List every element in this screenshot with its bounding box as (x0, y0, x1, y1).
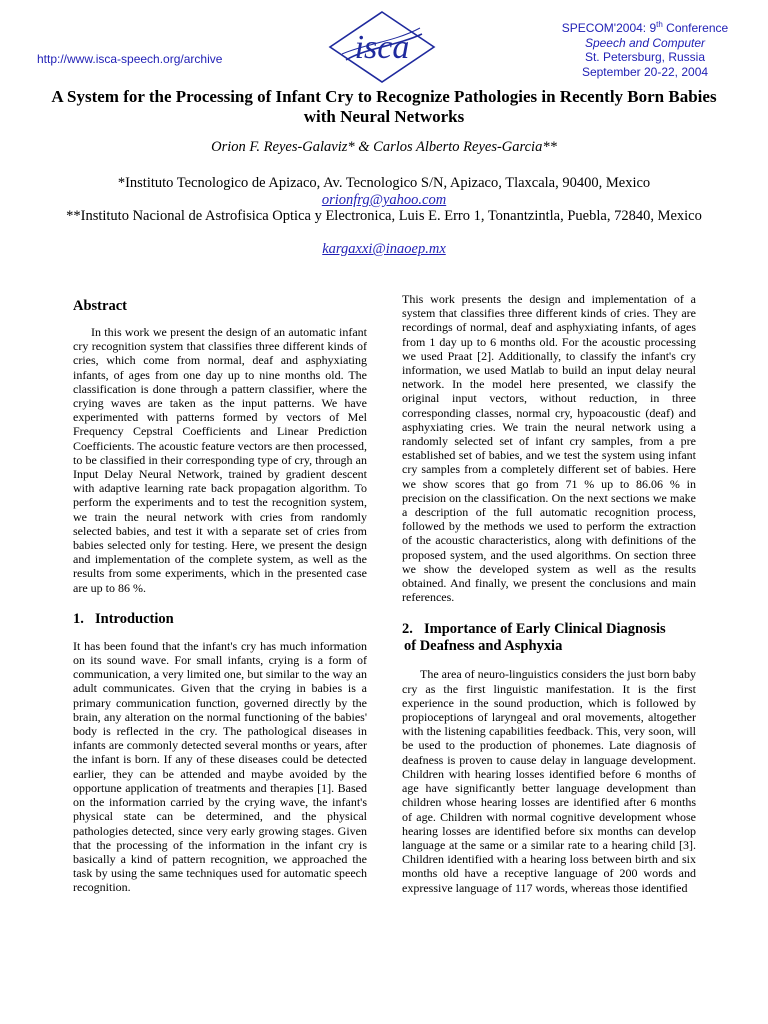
section-number: 1. (73, 610, 84, 627)
introduction-continued-text: This work presents the design and implementation of a system that classifies three different kinds of cries. They are recordings of normal, deaf and asphyxiating infants, of ages from 1 day up to 6 months old. For the acoustic processing we used Praat [2]. Additionally, to classify the infant's cry information, we used Matlab to build an input delay neural network. In the model here presented, we classify the original input vectors, without reduction, in three corresponding classes, normal cry, hypoacoustic (deaf) and asphyxiating cries. We train the neural network using a randomly selected set of infant cry samples, from a pre established set of babies, and we test the system using infant cry samples from a completely different set of babies. Here we show scores that go from 71 % up to 86.06 % in precision on the classification. On the next sections we make a description of the full automatic recognition process, followed by the methods we used to perform the extraction of the acoustic characteristics, along with definitions of the proposed system, and the used algorithms. On section three we show the developed system as well as the results obtained. And finally, we present the conclusions and main references. (402, 292, 696, 605)
section-title-line-1: Importance of Early Clinical Diagnosis (424, 621, 666, 638)
section-2-text: The area of neuro-linguistics considers the just born baby cry as the first linguistic manifestation. It is the first experience in the sound production, which is followed by propioceptions of laryngeal and oral movements, altogether with the listening capabilities feedback. This, very soon, will be used to the production of phonemes. Late diagnosis of deafness is proven to cause delay in language development. Children with hearing losses identified before 6 months of age have significantly better language development than children whose hearing losses are identified after 6 months of age. Children with normal cognitive development whose hearing losses are identified before six months can develop language at the same or a similar rate to a hearing child [3]. Children identified with a hearing loss between birth and six months old have a receptive language of 200 words and expressive language of 117 words, whereas those identified (402, 667, 696, 895)
introduction-heading (73, 611, 367, 628)
section-2-heading (402, 621, 696, 655)
section-title: Introduction (95, 610, 174, 627)
email-2-row (40, 241, 728, 258)
affiliation-2: **Instituto Nacional de Astrofisica Optica y Electronica, Luis E. Erro 1, Tonantzintla, Puebla, 72840, Mexico (66, 208, 702, 224)
conference-info (560, 18, 730, 79)
conference-location: St. Petersburg, Russia (584, 50, 706, 65)
email-link-1[interactable]: orionfrg@yahoo.com (321, 192, 447, 208)
conference-dates: September 20-22, 2004 (581, 64, 709, 79)
email-1-row (40, 192, 728, 209)
affiliation-1: *Instituto Tecnologico de Apizaco, Av. Tecnologico S/N, Apizaco, Tlaxcala, 90400, Mexico (117, 175, 651, 191)
abstract-heading: Abstract (73, 298, 127, 314)
logo-text: isca (354, 29, 410, 66)
email-link-2[interactable]: kargaxxi@inaoep.mx (322, 241, 446, 257)
section-number: 2. (402, 621, 413, 638)
archive-link[interactable]: http://www.isca-speech.org/archive (37, 52, 223, 66)
left-column (73, 298, 367, 895)
right-column (402, 292, 696, 895)
conference-subtitle: Speech and Computer (584, 35, 706, 50)
introduction-text: It has been found that the infant's cry has much information on its sound wave. For small infants, crying is a form of communication, a very limited one, but similar to the way an adult communicates. Given that the crying in babies is a primary communication function, governed directly by the brain, any alteration on the normal functioning of the babies' body is reflected in the cry. The pathological diseases in infants are commonly detected several months or years, after the infant is born. If any of these diseases could be detected earlier, they can be attended and maybe avoided by the opportune application of treatments and therapies [1]. Based on the information carried by the crying wave, the infant's physical state can be determined, and the physical pathologies detected, since very early growing stages. Given that the processing of the information in the infant cry is basically a kind of pattern recognition, we approached the task by using the same techniques used for automatic speech recognition. (73, 638, 367, 895)
section-title-line-2: of Deafness and Asphyxia (404, 638, 563, 655)
paper-authors: Orion F. Reyes-Galaviz* & Carlos Alberto Reyes-Garcia** (211, 139, 557, 155)
paper-title: A System for the Processing of Infant Cry to Recognize Pathologies in Recently Born Babies with Neural Networks (51, 87, 717, 126)
isca-logo (326, 8, 438, 86)
conference-name: SPECOM'2004: 9th Conference (561, 20, 729, 35)
abstract-text: In this work we present the design of an automatic infant cry recognition system that classifies three different kinds of cries, which come from normal, deaf and asphyxiating infants, of ages from one day up to nine months old. The classification is done through a pattern classifier, where the crying waves are taken as the input patterns. We have experimented with patterns formed by vectors of Mel Frequency Cepstral Coefficients and Linear Prediction Coefficients. The acoustic feature vectors are then processed, to be classified in their corresponding type of cry, through an Input Delay Neural Network, trained by gradient descent with adaptive learning rate back propagation algorithm. To perform the experiments and to test the recognition system, we train the neural network with cries from randomly selected babies, and test it with a separate set of cries from babies selected only for testing. Here, we present the design and implementation of the complete system, as well as the results from some experiments, which in the presented case are up to 86 %. (73, 325, 367, 595)
